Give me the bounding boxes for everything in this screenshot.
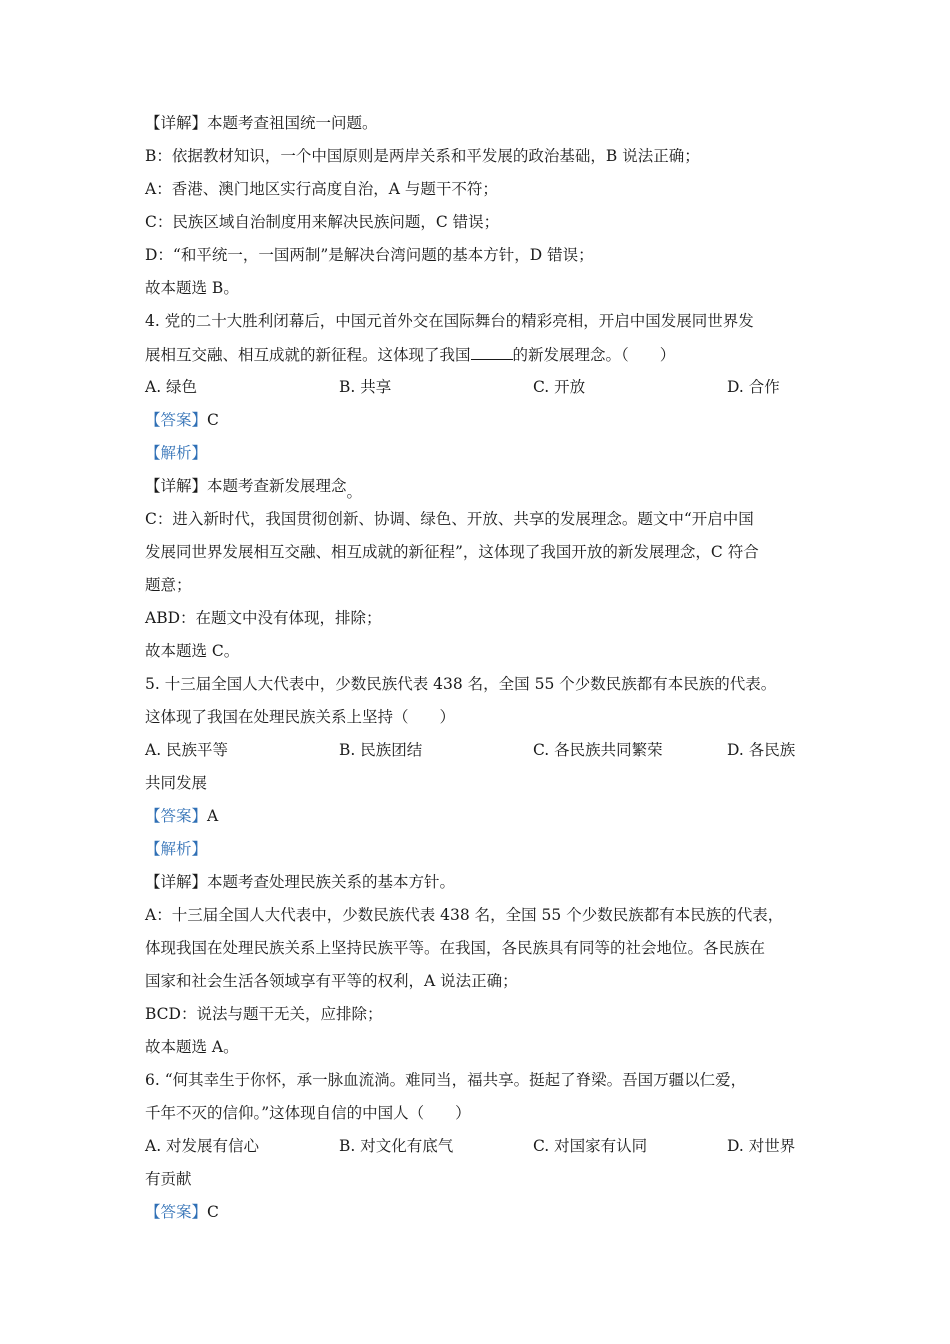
text-line: 题意； bbox=[145, 576, 192, 594]
option-c: C. 开放 bbox=[533, 378, 586, 396]
period-mark: 。 bbox=[346, 483, 363, 501]
analysis-tag: 【解析】 bbox=[145, 444, 208, 462]
text-line: ABD：在题文中没有体现，排除； bbox=[145, 609, 382, 627]
question-5-stem: 5. 十三届全国人大代表中，少数民族代表 438 名，全国 55 个少数民族都有本民族的代表。 bbox=[145, 675, 777, 693]
option-d-cont: 有贡献 bbox=[145, 1170, 192, 1188]
text-line: 【详解】本题考查处理民族关系的基本方针。 bbox=[145, 873, 456, 891]
document-page bbox=[145, 112, 810, 1234]
stem-text: 展相互交融、相互成就的新征程。这体现了我国 bbox=[145, 346, 471, 364]
answer-tag: 【答案】 bbox=[145, 807, 208, 825]
question-6-options bbox=[145, 1135, 810, 1168]
text-line: B：依据教材知识，一个中国原则是两岸关系和平发展的政治基础，B 说法正确； bbox=[145, 147, 700, 165]
option-c: C. 各民族共同繁荣 bbox=[533, 741, 663, 759]
question-5-options bbox=[145, 739, 810, 772]
option-c: C. 对国家有认同 bbox=[533, 1137, 648, 1155]
question-4-stem-cont bbox=[145, 343, 810, 376]
question-4-options bbox=[145, 376, 810, 409]
answer-value: C bbox=[207, 411, 219, 429]
option-a: A. 对发展有信心 bbox=[145, 1137, 260, 1155]
text-line: C：进入新时代，我国贯彻创新、协调、绿色、开放、共享的发展理念。题文中“开启中国 bbox=[145, 510, 754, 528]
answer-tag: 【答案】 bbox=[145, 411, 208, 429]
text-line: 发展同世界发展相互交融、相互成就的新征程”，这体现了我国开放的新发展理念，C 符合 bbox=[145, 543, 759, 561]
question-6-stem-cont: 千年不灭的信仰。”这体现自信的中国人（ ） bbox=[145, 1104, 471, 1122]
answer-tag: 【答案】 bbox=[145, 1203, 208, 1221]
text-line: 故本题选 B。 bbox=[145, 279, 239, 297]
text-line: C：民族区域自治制度用来解决民族问题，C 错误； bbox=[145, 213, 500, 231]
text-line: 国家和社会生活各领域享有平等的权利，A 说法正确； bbox=[145, 972, 518, 990]
answer-value: A bbox=[207, 807, 219, 825]
option-b: B. 共享 bbox=[339, 378, 392, 396]
text-line: A：香港、澳门地区实行高度自治，A 与题干不符； bbox=[145, 180, 498, 198]
text-line bbox=[145, 475, 810, 508]
analysis-tag: 【解析】 bbox=[145, 840, 208, 858]
question-5-stem-cont: 这体现了我国在处理民族关系上坚持（ ） bbox=[145, 708, 456, 726]
option-d: D. 各民族 bbox=[727, 741, 796, 759]
option-d: D. 合作 bbox=[727, 378, 780, 396]
question-6-stem: 6. “何其幸生于你怀，承一脉血流淌。难同当，福共享。挺起了脊梁。吾国万疆以仁爱， bbox=[145, 1071, 747, 1089]
answer-line bbox=[145, 409, 810, 442]
option-d-cont: 共同发展 bbox=[145, 774, 208, 792]
option-b: B. 对文化有底气 bbox=[339, 1137, 454, 1155]
text-line: 故本题选 A。 bbox=[145, 1038, 239, 1056]
answer-line bbox=[145, 1201, 810, 1234]
answer-value: C bbox=[207, 1203, 219, 1221]
answer-line bbox=[145, 805, 810, 838]
option-d: D. 对世界 bbox=[727, 1137, 796, 1155]
fill-blank bbox=[471, 343, 513, 360]
text-line: 故本题选 C。 bbox=[145, 642, 240, 660]
text-line: D：“和平统一，一国两制”是解决台湾问题的基本方针，D 错误； bbox=[145, 246, 594, 264]
option-a: A. 绿色 bbox=[145, 378, 198, 396]
text-line: 【详解】本题考查祖国统一问题。 bbox=[145, 114, 378, 132]
text-line: BCD：说法与题干无关，应排除； bbox=[145, 1005, 383, 1023]
text-line: A：十三届全国人大代表中，少数民族代表 438 名，全国 55 个少数民族都有本民族的代表， bbox=[145, 906, 784, 924]
question-4-stem: 4. 党的二十大胜利闭幕后，中国元首外交在国际舞台的精彩亮相，开启中国发展同世界发 bbox=[145, 312, 754, 330]
stem-text: 的新发展理念。（ ） bbox=[512, 346, 676, 364]
option-a: A. 民族平等 bbox=[145, 741, 229, 759]
detail-text: 【详解】本题考查新发展理念 bbox=[145, 477, 347, 495]
option-b: B. 民族团结 bbox=[339, 741, 423, 759]
text-line: 体现我国在处理民族关系上坚持民族平等。在我国，各民族具有同等的社会地位。各民族在 bbox=[145, 939, 766, 957]
